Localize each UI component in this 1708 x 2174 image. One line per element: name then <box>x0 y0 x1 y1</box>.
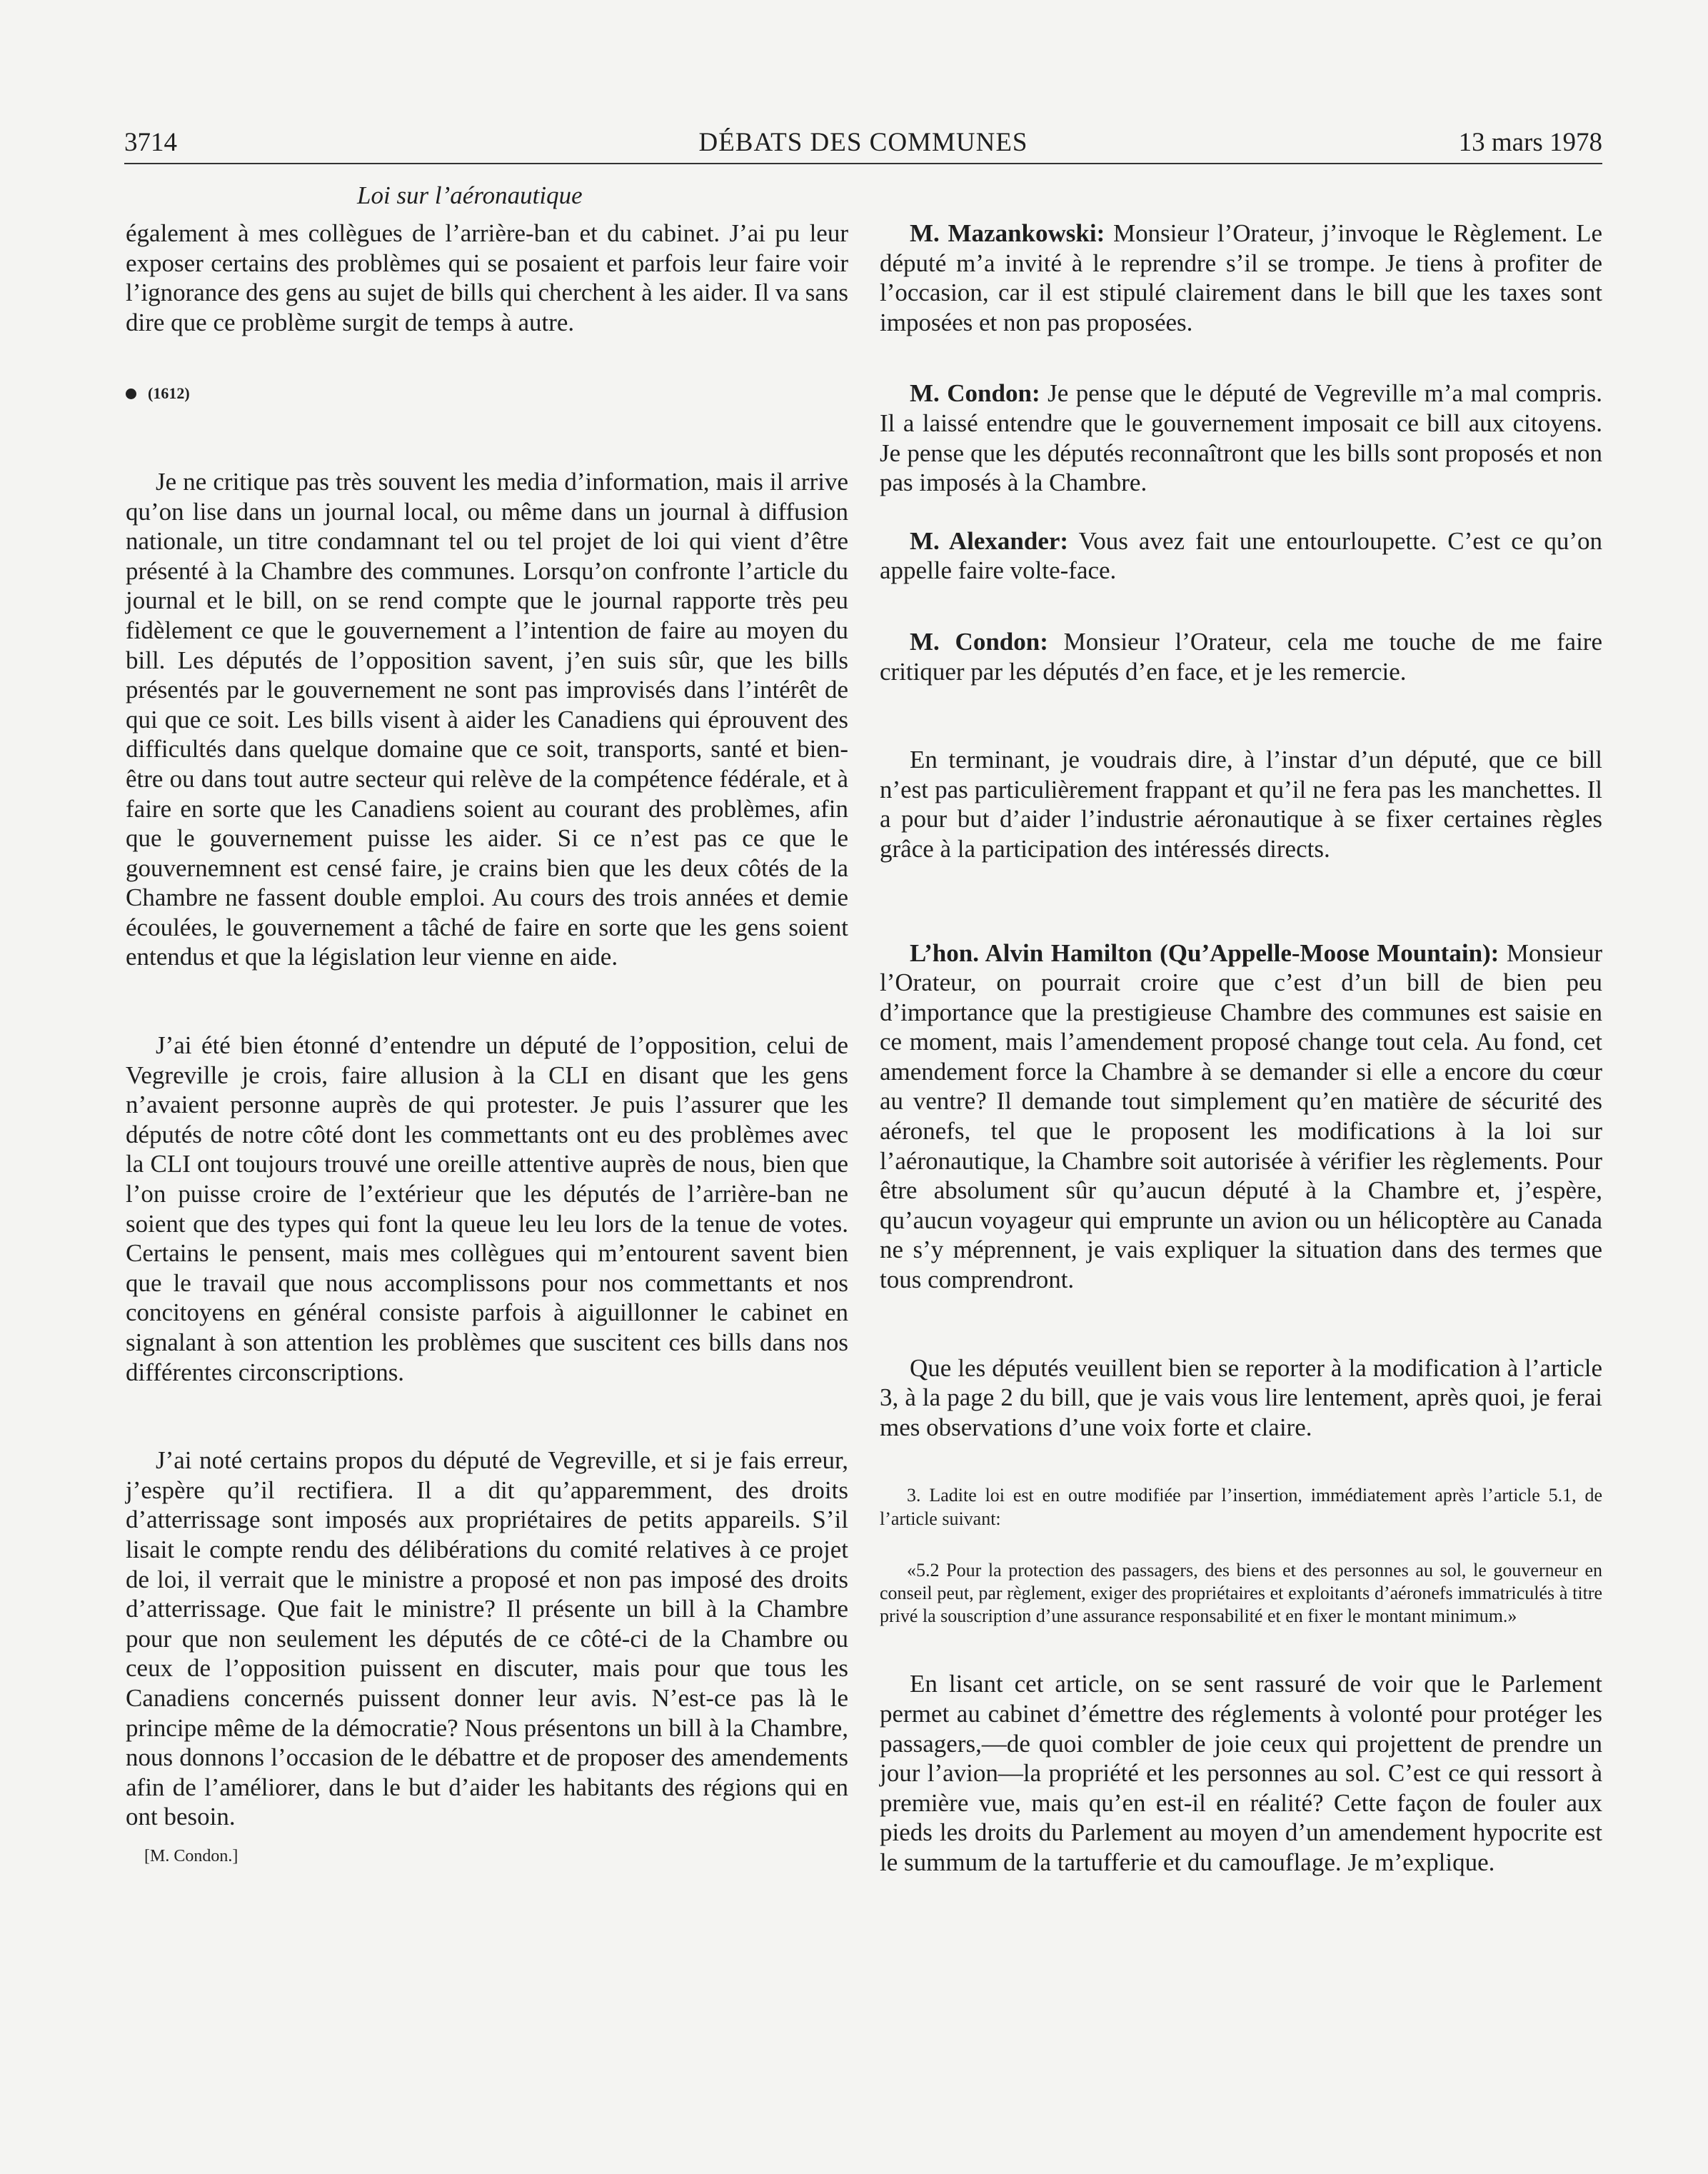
speaker-name: M. Mazankowski: <box>910 219 1105 247</box>
right-column <box>880 219 1602 1878</box>
speech-text: Monsieur l’Orateur, j’invoque le Règlement. Le député m’a invité à le reprendre s’il se trompe. Je tiens à profiter de l’occasion, car il est stipulé clairement dans le bill que les taxes sont imposées et non pas proposées. <box>880 219 1602 336</box>
intervention-hamilton <box>880 938 1602 1295</box>
paragraph-article-reference: Que les députés veuillent bien se reporter à la modification à l’article 3, à la page 2 du bill, que je vais vous lire lentement, après quoi, je ferai mes observations d’une voix forte et claire. <box>880 1353 1602 1441</box>
paragraph-conclusion: En terminant, je voudrais dire, à l’instar d’un député, que ce bill n’est pas particulièrement frappant et qu’il ne fera pas les manchettes. Il a pour but d’aider l’industrie aéronautique à se fixer certaines règles grâce à la participation des intéressés directs. <box>880 746 1602 863</box>
section-title: Loi sur l’aéronautique <box>357 181 583 209</box>
paragraph-cli: J’ai été bien étonné d’entendre un député de l’opposition, celui de Vegreville je crois, faire allusion à la CLI en disant que les gens n’avaient personne auprès de qui protester. Je puis l’assurer que les députés de notre côté dont les commettants ont eu des problèmes avec la CLI ont toujours trouvé une oreille attentive auprès de nous, bien que l’on puisse croire de l’extérieur que les députés de l’arrière-ban ne soient que des types qui font la queue leu leu lors de la tenue de votes. Certains le pensent, mais mes collègues qui m’entourent savent bien que le travail que nous accomplissons pour nos commettants et nos concitoyens en général consiste parfois à aiguillonner le cabinet en signalant à son attention les problèmes que suscitent ces bills dans nos différentes circonscriptions. <box>126 1031 848 1386</box>
intervention-condon-1 <box>880 379 1602 497</box>
speech-text: Monsieur l’Orateur, on pourrait croire que c’est d’un bill de bien peu d’importance que la prestigieuse Chambre des communes est saisie en ce moment, mais l’amendement proposé change tout cela. Au fond, cet amendement force la Chambre à se demander si elle a encore du cœur au ventre? Il demande tout simplement qu’en matière de sécurité des aéronefs, tel que le proposent les modifications à la loi sur l’aéronautique, la Chambre soit autorisée à vérifier les règlements. Pour être absolument sûr qu’aucun député à la Chambre et, j’espère, qu’aucun voyageur qui emprunte un avion ou un hélicoptère au Canada ne s’y méprennent, je vais expliquer la situation dans des termes que tous comprendront. <box>880 938 1602 1294</box>
speaker-attribution: [M. Condon.] <box>144 1846 238 1865</box>
speech-text: Vous avez fait une entourloupette. C’est ce qu’on appelle faire volte-face. <box>880 526 1602 585</box>
speech-text: Je pense que le député de Vegreville m’a mal compris. Il a laissé entendre que le gouvernement imposait ce bill aux citoyens. Je pense que les députés reconnaîtront que les bills sont proposés et non pas imposés à la Chambre. <box>880 379 1602 497</box>
speaker-name: M. Alexander: <box>910 526 1069 555</box>
speaker-name: M. Condon: <box>910 627 1048 656</box>
paragraph-media: Je ne critique pas très souvent les media d’information, mais il arrive qu’on lise dans un journal local, ou même dans un journal à diffusion nationale, un titre condamnant tel ou tel projet de loi qui vient d’être présenté à la Chambre des communes. Lorsqu’on confronte l’article du journal et le bill, on se rend compte que le journal rapporte très peu fidèlement ce que le gouvernement a l’intention de faire au moyen du bill. Les députés de l’opposition savent, j’en suis sûr, que les bills présentés par le gouvernement ne sont pas improvisés dans l’intérêt de qui que ce soit. Les bills visent à aider les Canadiens qui éprouvent des difficultés dans quelque domaine que ce soit, transports, santé et bien-être ou dans tout autre secteur qui relève de la compétence fédérale, et à faire en sorte que les Canadiens soient au courant des problèmes, afin que le gouvernement puisse les aider. Si ce n’est pas ce que le gouvernemnent est censé faire, je crains bien que les deux côtés de la Chambre ne fassent double emploi. Au cours des trois années et demie écoulées, le gouvernement a tâché de faire en sorte que les gens soient entendus et que la législation leur vienne en aide. <box>126 467 848 971</box>
quoted-amendment <box>880 1559 1602 1628</box>
intervention-mazankowski <box>880 219 1602 337</box>
time-marker <box>126 379 848 409</box>
intervention-alexander <box>880 526 1602 586</box>
time-marker-label: (1612) <box>148 384 190 403</box>
paragraph-analysis: En lisant cet article, on se sent rassuré de voir que le Parlement permet au cabinet d’émettre des réglements à volonté pour protéger les passagers,—de quoi combler de joie ceux qui projettent de prendre un jour l’avion—la propriété et les personnes au sol. C’est ce qui ressort à première vue, mais qu’en est-il en réalité? Cette façon de fouler aux pieds les droits du Parlement au moyen d’un amendement hypocrite est le summum de la tartufferie et du camouflage. Je m’explique. <box>880 1670 1602 1876</box>
page-number: 3714 <box>124 128 177 157</box>
speaker-name: M. Condon: <box>910 379 1040 408</box>
paragraph-continued: également à mes collègues de l’arrière-ban et du cabinet. J’ai pu leur exposer certains des problèmes qui se posaient et parfois leur faire voir l’ignorance des gens au sujet de bills qui cherchent à les aider. Il va sans dire que ce problème surgit de temps à autre. <box>126 219 848 336</box>
bullet-icon <box>126 389 136 399</box>
quote-intro: 3. Ladite loi est en outre modifiée par l’insertion, immédiatement après l’article 5.1, de l’article suivant: <box>880 1485 1602 1530</box>
speaker-name: L’hon. Alvin Hamilton (Qu’Appelle-Moose Mountain): <box>910 938 1499 967</box>
page-header <box>124 123 1602 164</box>
speech-text: Monsieur l’Orateur, cela me touche de me faire critiquer par les députés d’en face, et je les remercie. <box>880 627 1602 686</box>
paragraph-landing-fees: J’ai noté certains propos du député de Vegreville, et si je fais erreur, j’espère qu’il rectifiera. Il a dit qu’apparemment, des droits d’atterrissage sont imposés aux propriétaires de petits appareils. S’il lisait le compte rendu des délibérations du comité relatives à ce projet de loi, il verrait que le ministre a proposé et non pas imposé des droits d’atterrissage. Que fait le ministre? Il présente un bill à la Chambre pour que non seulement les députés de ce côté-ci de la Chambre ou ceux de l’opposition puissent en discuter, mais pour que tous les Canadiens concernés puissent donner leur avis. N’est-ce pas là le principe même de la démocratie? Nous présentons un bill à la Chambre, nous donnons l’occasion de le débattre et de proposer des amendements afin de l’améliorer, dans le but d’aider les habitants des régions qui en ont besoin. <box>126 1446 848 1831</box>
publication-title: DÉBATS DES COMMUNES <box>698 128 1028 157</box>
quote-text: «5.2 Pour la protection des passagers, des biens et des personnes au sol, le gouverneur en conseil peut, par règlement, exiger des propriétaires et exploitants d’aéronefs immatriculés à titre privé la souscription d’une assurance responsabilité et en fixer le montant minimum.» <box>880 1560 1602 1627</box>
intervention-condon-2 <box>880 627 1602 686</box>
left-column <box>126 219 848 1872</box>
issue-date: 13 mars 1978 <box>1458 128 1602 157</box>
quoted-amendment-intro <box>880 1483 1602 1531</box>
